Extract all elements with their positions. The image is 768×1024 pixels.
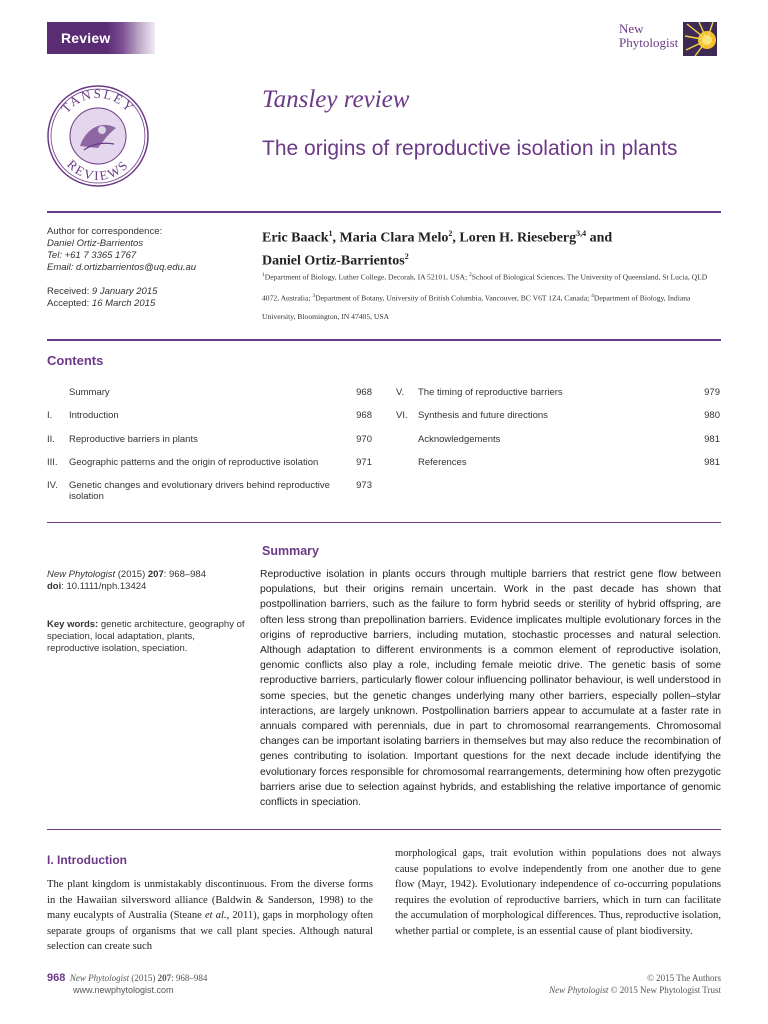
introduction-column-1: The plant kingdom is unmistakably discontinuous. From the diverse forms in the Hawaiian silversword alliance (Baldwin & Sanderson, 1998) to the many eucalypts of Australia (Steane et al., 2011), gaps in morphology often separate groups of organisms that we call plant species. Although natural selection can create such [47,879,374,952]
author-name: Maria Clara Melo [339,230,449,246]
journal-name: New Phytologist [619,21,679,50]
journal-brand [619,22,719,56]
copyright: © 2015 The Authors [647,973,721,983]
introduction-heading: I. Introduction [47,853,127,867]
toc-entry[interactable]: IV. Genetic changes and evolutionary drivers behind reproductive isolation 973 [47,480,372,502]
section-label: Review [61,30,111,46]
divider-rule [47,522,721,523]
author-name: Daniel Ortiz-Barrientos [262,253,405,269]
doi-link[interactable]: : 10.1111/nph.13424 [61,581,147,592]
accepted-date: Accepted: 16 March 2015 [47,298,156,309]
correspondence-block [47,226,247,274]
page-number: 968 [47,972,66,984]
author-name: Loren H. Rieseberg [459,230,577,246]
keywords-block [47,619,247,655]
svg-text:REVIEWS: REVIEWS [64,156,132,184]
keywords-text: genetic architecture, geography of speciation, local adaptation, plants, reproductive isolation, speciation. [47,619,245,654]
received-date: Received: 9 January 2015 [47,286,158,297]
sunburst-logo-icon [683,22,717,56]
contents-heading: Contents [47,353,104,368]
svg-text:TANSLEY: TANSLEY [57,85,138,116]
article-type: Tansley review [262,86,410,113]
divider-rule [47,829,721,830]
footer-left: 968 New Phytologist (2015) 207: 968–984 www.newphytologist.com [47,972,347,996]
correspondence-name: Daniel Ortiz-Barrientos [47,238,144,249]
tansley-reviews-seal [46,84,150,188]
summary-heading: Summary [262,544,319,558]
introduction-column-2: morphological gaps, trait evolution within populations does not always cause populations to evolve independently from one another due to gene flow (Mayr, 1942). Evolutionary independence of co-occurring populations requires the evolution of reproductive barriers, which in turn can facilitate the accumulation of morphological differences. Thus, reproductive isolation, whether partial or complete, is an essential cause of plant biodiversity. [395,848,721,937]
journal-url[interactable]: www.newphytologist.com [73,985,174,995]
author-list: Eric Baack$^1$, Maria Clara Melo$^2$, Loren H. Rieseberg$^{3,4}$ and Daniel Ortiz-Barrientos$^2$ [262,229,613,269]
divider-rule [47,339,721,341]
section-band [47,22,155,54]
divider-rule [47,211,721,213]
correspondence-label: Author for correspondence: [47,226,163,237]
footer-right: © 2015 The Authors New Phytologist © 2015 New Phytologist Trust [420,972,721,996]
dates-block [47,286,247,310]
keywords-label: Key words: [47,619,99,630]
affiliations: $^1$Department of Biology, Luther College, Decorah, IA 52101, USA; $^2$School of Biological Sciences, The University of Queensland, St Lucia, QLD 4072, Australia; $^3$Department of Botany, University of British Columbia, Vancouver, BC V6T 1Z4, Canada; $^4$Department of Biology, Indiana University, Bloomington, IN 47405, USA [262,272,708,322]
citation-block: New Phytologist (2015) 207: 968–984 doi: 10.1111/nph.13424 [47,569,206,592]
summary-text: Reproductive isolation in plants occurs through multiple barriers that restrict gene flow between populations, but their origins remain uncertain. Work in the past decade has shown that postpollination barriers, such as the failure to form hybrid seeds or sterility of hybrid offspring, are often less strong than prepollination barriers. Evidence implicates multiple evolutionary forces in the origins of reproductive barriers, including mutation, stochastic processes and natural selection. Although adaptation to different environments is a common element of reproductive isolation, genomic conflicts also play a role, including female meiotic drive. The genetic basis of some reproductive barriers, particularly flower colour influencing pollinator behaviour, is well understood in some species, but the genetic changes underlying many other barriers, especially pollen–stylar interactions, are largely unknown. Postpollination barriers appear to accumulate at a faster rate in annuals compared with perennials, due in part to chromosomal rearrangements. Chromosomal changes can be important isolating barriers in themselves but may also reduce the recombination of genes contributing to isolation. Important questions for the next decade include identifying the evolutionary forces responsible for chromosomal rearrangements, determining how often prezygotic barriers arise due to selection against hybrids, and establishing the relative importance of genomic conflicts in speciation. [260,569,721,809]
correspondence-tel: Tel: +61 7 3365 1767 [47,250,137,261]
correspondence-email[interactable]: Email: d.ortizbarrientos@uq.edu.au [47,262,197,273]
author-name: Eric Baack [262,230,329,246]
article-title: The origins of reproductive isolation in plants [262,137,678,160]
